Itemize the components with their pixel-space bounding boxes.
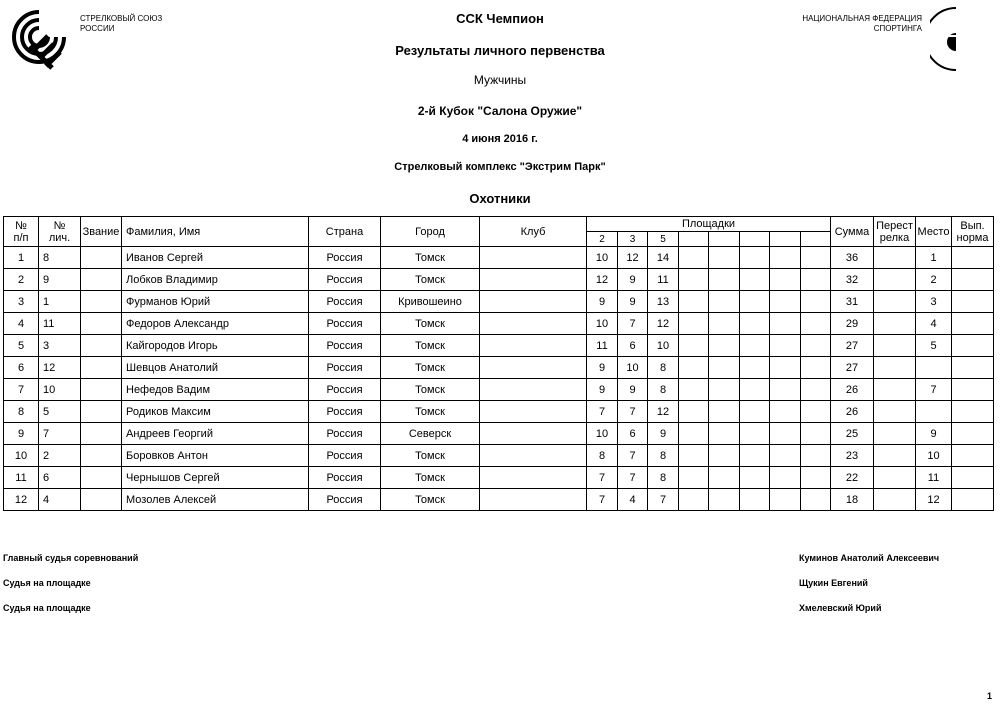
col-shootoff: Перест релка — [874, 217, 916, 247]
cell-range-7 — [770, 291, 801, 313]
cell-name: Боровков Антон — [122, 445, 309, 467]
cell-bib: 12 — [39, 357, 81, 379]
cell-city: Томск — [381, 467, 480, 489]
col-norm: Вып. норма — [952, 217, 994, 247]
cell-range-6 — [740, 269, 770, 291]
cell-name: Иванов Сергей — [122, 247, 309, 269]
cell-name: Нефедов Вадим — [122, 379, 309, 401]
cell-range-2: 9 — [618, 291, 648, 313]
cell-range-7 — [770, 313, 801, 335]
right-org-line2: СПОРТИНГА — [873, 24, 922, 33]
cell-range-1: 9 — [587, 379, 618, 401]
cell-num: 7 — [4, 379, 39, 401]
cell-range-4 — [679, 313, 709, 335]
col-range-6 — [740, 232, 770, 247]
cell-name: Лобков Владимир — [122, 269, 309, 291]
range-judge-role: Судья на площадке — [3, 578, 91, 588]
cell-range-6 — [740, 291, 770, 313]
cell-sum: 27 — [831, 335, 874, 357]
col-name: Фамилия, Имя — [122, 217, 309, 247]
cell-range-5 — [709, 291, 740, 313]
cell-range-1: 10 — [587, 313, 618, 335]
cell-club — [480, 401, 587, 423]
chief-judge-name: Куминов Анатолий Алексеевич — [799, 553, 940, 563]
cell-range-1: 10 — [587, 423, 618, 445]
cell-place: 3 — [916, 291, 952, 313]
cell-range-7 — [770, 401, 801, 423]
col-range-1: 2 — [587, 232, 618, 247]
cell-range-4 — [679, 379, 709, 401]
cell-num: 10 — [4, 445, 39, 467]
cell-range-3: 14 — [648, 247, 679, 269]
cell-country: Россия — [309, 291, 381, 313]
cell-name: Федоров Александр — [122, 313, 309, 335]
col-ranges: Площадки — [587, 217, 831, 232]
cell-range-6 — [740, 489, 770, 511]
cell-range-5 — [709, 313, 740, 335]
event-name: 2-й Кубок "Салона Оружие" — [417, 104, 583, 118]
cell-range-6 — [740, 335, 770, 357]
cell-range-2: 6 — [618, 335, 648, 357]
cell-city: Томск — [381, 269, 480, 291]
cell-range-8 — [801, 489, 831, 511]
cell-norm — [952, 313, 994, 335]
cell-norm — [952, 357, 994, 379]
cell-country: Россия — [309, 489, 381, 511]
cell-shootoff — [874, 379, 916, 401]
cell-shootoff — [874, 401, 916, 423]
cell-range-2: 9 — [618, 269, 648, 291]
col-num: № п/п — [4, 217, 39, 247]
cell-range-7 — [770, 445, 801, 467]
cell-range-4 — [679, 357, 709, 379]
cell-range-8 — [801, 291, 831, 313]
page-number: 1 — [987, 691, 993, 701]
cell-city: Томск — [381, 313, 480, 335]
cell-bib: 7 — [39, 423, 81, 445]
cell-sum: 23 — [831, 445, 874, 467]
cell-range-5 — [709, 467, 740, 489]
cell-shootoff — [874, 357, 916, 379]
cell-place: 10 — [916, 445, 952, 467]
cell-range-5 — [709, 489, 740, 511]
cell-range-7 — [770, 247, 801, 269]
cell-sum: 22 — [831, 467, 874, 489]
cell-range-3: 7 — [648, 489, 679, 511]
cell-range-6 — [740, 313, 770, 335]
cell-range-3: 8 — [648, 445, 679, 467]
cell-range-2: 10 — [618, 357, 648, 379]
category-title: Охотники — [469, 191, 531, 206]
cell-club — [480, 247, 587, 269]
cell-rank — [81, 401, 122, 423]
cell-range-2: 4 — [618, 489, 648, 511]
cell-sum: 36 — [831, 247, 874, 269]
cell-range-8 — [801, 445, 831, 467]
cell-num: 8 — [4, 401, 39, 423]
cell-shootoff — [874, 269, 916, 291]
cell-country: Россия — [309, 269, 381, 291]
cell-range-1: 8 — [587, 445, 618, 467]
cell-range-4 — [679, 335, 709, 357]
cell-range-2: 7 — [618, 401, 648, 423]
cell-club — [480, 423, 587, 445]
cell-range-4 — [679, 489, 709, 511]
cell-range-5 — [709, 269, 740, 291]
col-rank: Звание — [81, 217, 122, 247]
cell-norm — [952, 269, 994, 291]
cell-range-2: 7 — [618, 445, 648, 467]
cell-city: Томск — [381, 357, 480, 379]
cell-range-7 — [770, 269, 801, 291]
cell-shootoff — [874, 489, 916, 511]
cell-sum: 26 — [831, 379, 874, 401]
cell-rank — [81, 313, 122, 335]
table-row — [4, 335, 994, 357]
col-club: Клуб — [480, 217, 587, 247]
col-range-4 — [679, 232, 709, 247]
cell-range-3: 10 — [648, 335, 679, 357]
cell-bib: 8 — [39, 247, 81, 269]
cell-range-8 — [801, 401, 831, 423]
cell-range-5 — [709, 247, 740, 269]
cell-place: 4 — [916, 313, 952, 335]
cell-range-6 — [740, 379, 770, 401]
cell-place: 2 — [916, 269, 952, 291]
table-row — [4, 247, 994, 269]
cell-range-8 — [801, 423, 831, 445]
table-row — [4, 269, 994, 291]
cell-club — [480, 379, 587, 401]
col-range-5 — [709, 232, 740, 247]
table-row — [4, 357, 994, 379]
cell-range-1: 12 — [587, 269, 618, 291]
cell-range-4 — [679, 423, 709, 445]
cell-bib: 2 — [39, 445, 81, 467]
col-sum: Сумма — [831, 217, 874, 247]
col-place: Место — [916, 217, 952, 247]
gender-label: Мужчины — [473, 73, 527, 87]
col-range-8 — [801, 232, 831, 247]
cell-name: Мозолев Алексей — [122, 489, 309, 511]
cell-city: Кривошеино — [381, 291, 480, 313]
table-row — [4, 445, 994, 467]
cell-range-7 — [770, 489, 801, 511]
cell-rank — [81, 269, 122, 291]
cell-range-5 — [709, 357, 740, 379]
range-judge-name: Хмелевский Юрий — [799, 603, 882, 613]
cell-sum: 25 — [831, 423, 874, 445]
cell-norm — [952, 423, 994, 445]
cell-range-1: 11 — [587, 335, 618, 357]
cell-range-7 — [770, 335, 801, 357]
cell-range-7 — [770, 357, 801, 379]
cell-norm — [952, 489, 994, 511]
cell-range-5 — [709, 379, 740, 401]
cell-club — [480, 445, 587, 467]
col-range-2: 3 — [618, 232, 648, 247]
cell-sum: 27 — [831, 357, 874, 379]
cell-range-8 — [801, 357, 831, 379]
cell-rank — [81, 379, 122, 401]
cell-range-3: 9 — [648, 423, 679, 445]
cell-range-4 — [679, 247, 709, 269]
cell-num: 4 — [4, 313, 39, 335]
cell-bib: 9 — [39, 269, 81, 291]
club-name: ССК Чемпион — [456, 11, 544, 26]
cell-city: Томск — [381, 445, 480, 467]
cell-range-2: 7 — [618, 467, 648, 489]
cell-range-4 — [679, 269, 709, 291]
cell-range-8 — [801, 247, 831, 269]
cell-bib: 6 — [39, 467, 81, 489]
cell-norm — [952, 335, 994, 357]
cell-place: 7 — [916, 379, 952, 401]
cell-range-5 — [709, 401, 740, 423]
cell-club — [480, 291, 587, 313]
cell-club — [480, 313, 587, 335]
cell-norm — [952, 379, 994, 401]
cell-place: 12 — [916, 489, 952, 511]
col-range-7 — [770, 232, 801, 247]
cell-range-1: 9 — [587, 291, 618, 313]
table-row — [4, 467, 994, 489]
table-row — [4, 291, 994, 313]
cell-range-6 — [740, 467, 770, 489]
cell-range-2: 6 — [618, 423, 648, 445]
cell-range-7 — [770, 467, 801, 489]
cell-sum: 29 — [831, 313, 874, 335]
cell-bib: 4 — [39, 489, 81, 511]
cell-name: Фурманов Юрий — [122, 291, 309, 313]
venue-name: Стрелковый комплекс "Экстрим Парк" — [394, 161, 606, 173]
col-range-3: 5 — [648, 232, 679, 247]
cell-country: Россия — [309, 357, 381, 379]
cell-rank — [81, 423, 122, 445]
cell-shootoff — [874, 445, 916, 467]
cell-name: Чернышов Сергей — [122, 467, 309, 489]
cell-rank — [81, 467, 122, 489]
cell-shootoff — [874, 423, 916, 445]
cell-norm — [952, 247, 994, 269]
cell-bib: 11 — [39, 313, 81, 335]
cell-place: 5 — [916, 335, 952, 357]
cell-city: Томск — [381, 401, 480, 423]
col-city: Город — [381, 217, 480, 247]
cell-range-6 — [740, 357, 770, 379]
cell-shootoff — [874, 291, 916, 313]
cell-range-1: 10 — [587, 247, 618, 269]
cell-range-1: 7 — [587, 401, 618, 423]
cell-country: Россия — [309, 379, 381, 401]
cell-range-4 — [679, 401, 709, 423]
results-table — [3, 216, 994, 511]
cell-sum: 31 — [831, 291, 874, 313]
cell-shootoff — [874, 313, 916, 335]
cell-place — [916, 401, 952, 423]
cell-country: Россия — [309, 467, 381, 489]
cell-place: 9 — [916, 423, 952, 445]
cell-norm — [952, 467, 994, 489]
cell-shootoff — [874, 247, 916, 269]
cell-country: Россия — [309, 313, 381, 335]
cell-range-5 — [709, 335, 740, 357]
cell-range-7 — [770, 423, 801, 445]
cell-club — [480, 357, 587, 379]
page-title: Результаты личного первенства — [395, 43, 605, 58]
cell-range-3: 12 — [648, 401, 679, 423]
chief-judge-role: Главный судья соревнований — [3, 553, 139, 563]
range-judge-name: Щукин Евгений — [799, 578, 868, 588]
cell-num: 6 — [4, 357, 39, 379]
table-row — [4, 379, 994, 401]
cell-city: Северск — [381, 423, 480, 445]
cell-range-8 — [801, 467, 831, 489]
cell-range-8 — [801, 313, 831, 335]
cell-country: Россия — [309, 401, 381, 423]
cell-range-1: 7 — [587, 489, 618, 511]
left-org-line2: РОССИИ — [80, 24, 115, 33]
table-row — [4, 423, 994, 445]
cell-club — [480, 489, 587, 511]
cell-range-6 — [740, 445, 770, 467]
cell-rank — [81, 291, 122, 313]
cell-place: 11 — [916, 467, 952, 489]
cell-num: 9 — [4, 423, 39, 445]
table-row — [4, 489, 994, 511]
cell-name: Кайгородов Игорь — [122, 335, 309, 357]
cell-place — [916, 357, 952, 379]
cell-rank — [81, 247, 122, 269]
cell-bib: 1 — [39, 291, 81, 313]
cell-bib: 10 — [39, 379, 81, 401]
cell-club — [480, 269, 587, 291]
cell-range-8 — [801, 269, 831, 291]
cell-city: Томск — [381, 247, 480, 269]
table-row — [4, 401, 994, 423]
table-header-row — [4, 217, 994, 232]
cell-range-6 — [740, 423, 770, 445]
cell-rank — [81, 357, 122, 379]
cell-norm — [952, 445, 994, 467]
cell-rank — [81, 445, 122, 467]
cell-bib: 3 — [39, 335, 81, 357]
col-bib: № лич. — [39, 217, 81, 247]
cell-range-3: 12 — [648, 313, 679, 335]
cell-range-7 — [770, 379, 801, 401]
cell-club — [480, 467, 587, 489]
cell-country: Россия — [309, 445, 381, 467]
cell-range-2: 12 — [618, 247, 648, 269]
cell-norm — [952, 401, 994, 423]
cell-club — [480, 335, 587, 357]
cell-sum: 18 — [831, 489, 874, 511]
cell-range-3: 8 — [648, 357, 679, 379]
col-country: Страна — [309, 217, 381, 247]
cell-range-1: 7 — [587, 467, 618, 489]
cell-num: 2 — [4, 269, 39, 291]
cell-range-1: 9 — [587, 357, 618, 379]
cell-range-2: 9 — [618, 379, 648, 401]
right-org-line1: НАЦИОНАЛЬНАЯ ФЕДЕРАЦИЯ — [802, 14, 922, 23]
cell-city: Томск — [381, 335, 480, 357]
cell-range-8 — [801, 335, 831, 357]
cell-bib: 5 — [39, 401, 81, 423]
left-org-line1: СТРЕЛКОВЫЙ СОЮЗ — [80, 14, 163, 23]
cell-range-3: 13 — [648, 291, 679, 313]
cell-shootoff — [874, 335, 916, 357]
table-row — [4, 313, 994, 335]
cell-city: Томск — [381, 379, 480, 401]
range-judge-role: Судья на площадке — [3, 603, 91, 613]
cell-sum: 32 — [831, 269, 874, 291]
cell-num: 3 — [4, 291, 39, 313]
cell-norm — [952, 291, 994, 313]
cell-range-3: 11 — [648, 269, 679, 291]
cell-num: 5 — [4, 335, 39, 357]
cell-name: Шевцов Анатолий — [122, 357, 309, 379]
cell-range-4 — [679, 467, 709, 489]
cell-place: 1 — [916, 247, 952, 269]
cell-range-5 — [709, 445, 740, 467]
cell-range-3: 8 — [648, 379, 679, 401]
cell-range-2: 7 — [618, 313, 648, 335]
cell-sum: 26 — [831, 401, 874, 423]
cell-num: 1 — [4, 247, 39, 269]
cell-range-8 — [801, 379, 831, 401]
cell-city: Томск — [381, 489, 480, 511]
cell-range-6 — [740, 401, 770, 423]
cell-rank — [81, 335, 122, 357]
cell-country: Россия — [309, 335, 381, 357]
cell-range-4 — [679, 445, 709, 467]
cell-country: Россия — [309, 423, 381, 445]
cell-name: Родиков Максим — [122, 401, 309, 423]
cell-rank — [81, 489, 122, 511]
cell-country: Россия — [309, 247, 381, 269]
cell-num: 12 — [4, 489, 39, 511]
cell-range-5 — [709, 423, 740, 445]
cell-num: 11 — [4, 467, 39, 489]
cell-shootoff — [874, 467, 916, 489]
cell-range-3: 8 — [648, 467, 679, 489]
cell-range-4 — [679, 291, 709, 313]
cell-range-6 — [740, 247, 770, 269]
cell-name: Андреев Георгий — [122, 423, 309, 445]
event-date: 4 июня 2016 г. — [462, 133, 538, 145]
